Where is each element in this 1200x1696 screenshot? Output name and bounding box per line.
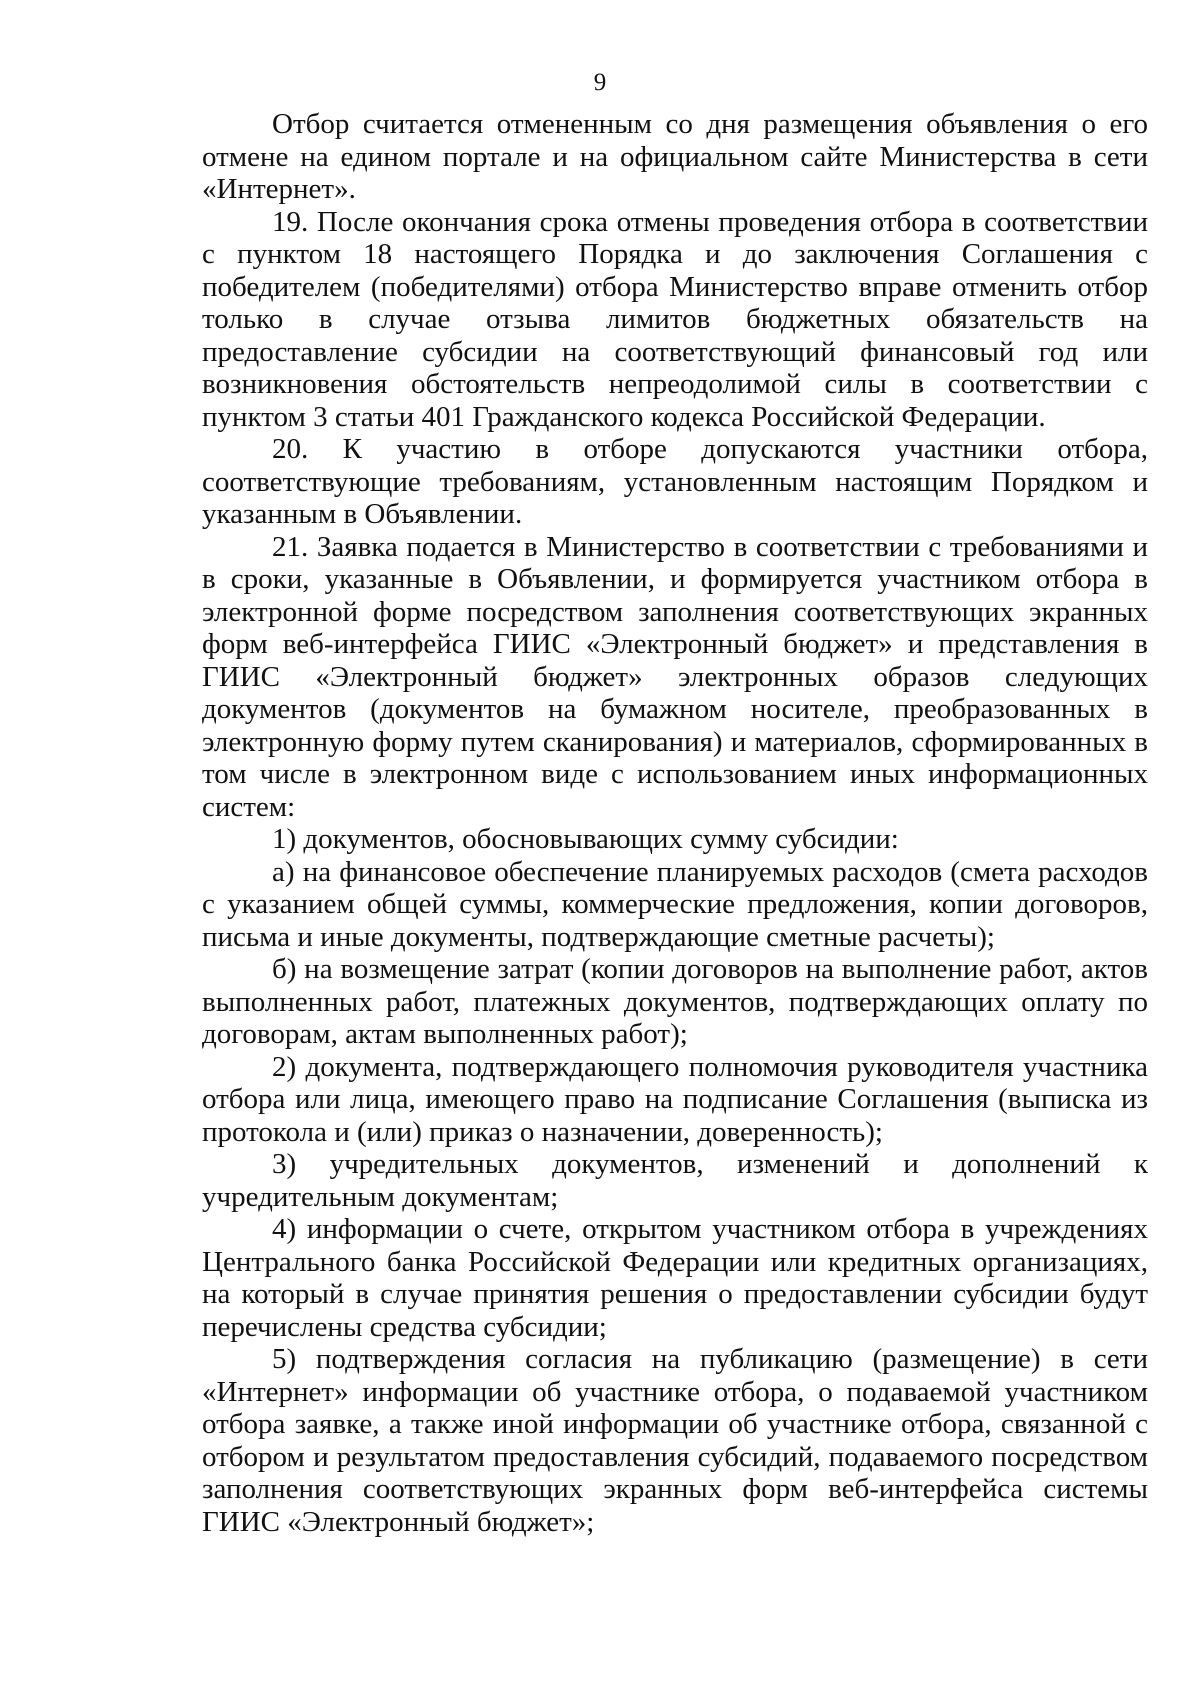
paragraph-subitem-2: 2) документа, подтверждающего полномочия руководителя участника отбора или лица, имеющего право на подписание Соглашения (выписка из протокола и (или) приказ о назначении, доверенность);	[202, 1050, 1148, 1148]
page-number: 9	[593, 69, 607, 96]
paragraph-selection-cancelled: Отбор считается отмененным со дня размещения объявления о его отмене на едином портале и на официальном сайте Министерства в сети «Интернет».	[202, 108, 1148, 205]
paragraph-item-19: 19. После окончания срока отмены проведения отбора в соответствии с пунктом 18 настоящего Порядка и до заключения Соглашения с победителем (победителями) отбора Министерство вправе отменить отбор только в случае отзыва лимитов бюджетных обязательств на предоставление субсидии на соответствующий финансовый год или возникновения обстоятельств непреодолимой силы в соответствии с пунктом 3 статьи 401 Гражданского кодекса Российской Федерации.	[202, 205, 1148, 433]
paragraph-subitem-1b: б) на возмещение затрат (копии договоров на выполнение работ, актов выполненных работ, платежных документов, подтверждающих оплату по договорам, актам выполненных работ);	[202, 953, 1148, 1050]
paragraph-subitem-5: 5) подтверждения согласия на публикацию (размещение) в сети «Интернет» информации об участнике отбора, о подаваемой участником отбора заявке, а также иной информации об участнике отбора, связанной с отбором и результатом предоставления субсидий, подаваемого посредством заполнения соответствующих экранных форм веб-интерфейса системы ГИИС «Электронный бюджет»;	[202, 1343, 1148, 1538]
paragraph-subitem-1: 1) документов, обосновывающих сумму субсидии:	[272, 823, 899, 855]
paragraph-subitem-3: 3) учредительных документов, изменений и дополнений к учредительным документам;	[202, 1148, 1148, 1213]
paragraph-item-20: 20. К участию в отборе допускаются участники отбора, соответствующие требованиям, установленным настоящим Порядком и указанным в Объявлении.	[202, 433, 1148, 530]
paragraph-item-21: 21. Заявка подается в Министерство в соответствии с требованиями и в сроки, указанные в Объявлении, и формируется участником отбора в электронной форме посредством заполнения соответствующих экранных форм веб-интерфейса ГИИС «Электронный бюджет» и представления в ГИИС «Электронный бюджет» электронных образов следующих документов (документов на бумажном носителе, преобразованных в электронную форму путем сканирования) и материалов, сформированных в том числе в электронном виде с использованием иных информационных систем:	[202, 530, 1148, 823]
document-body	[202, 108, 1148, 1538]
paragraph-subitem-1a: а) на финансовое обеспечение планируемых расходов (смета расходов с указанием общей суммы, коммерческие предложения, копии договоров, письма и иные документы, подтверждающие сметные расчеты);	[202, 855, 1148, 953]
paragraph-subitem-4: 4) информации о счете, открытом участником отбора в учреждениях Центрального банка Российской Федерации или кредитных организациях, на который в случае принятия решения о предоставлении субсидии будут перечислены средства субсидии;	[202, 1213, 1148, 1343]
